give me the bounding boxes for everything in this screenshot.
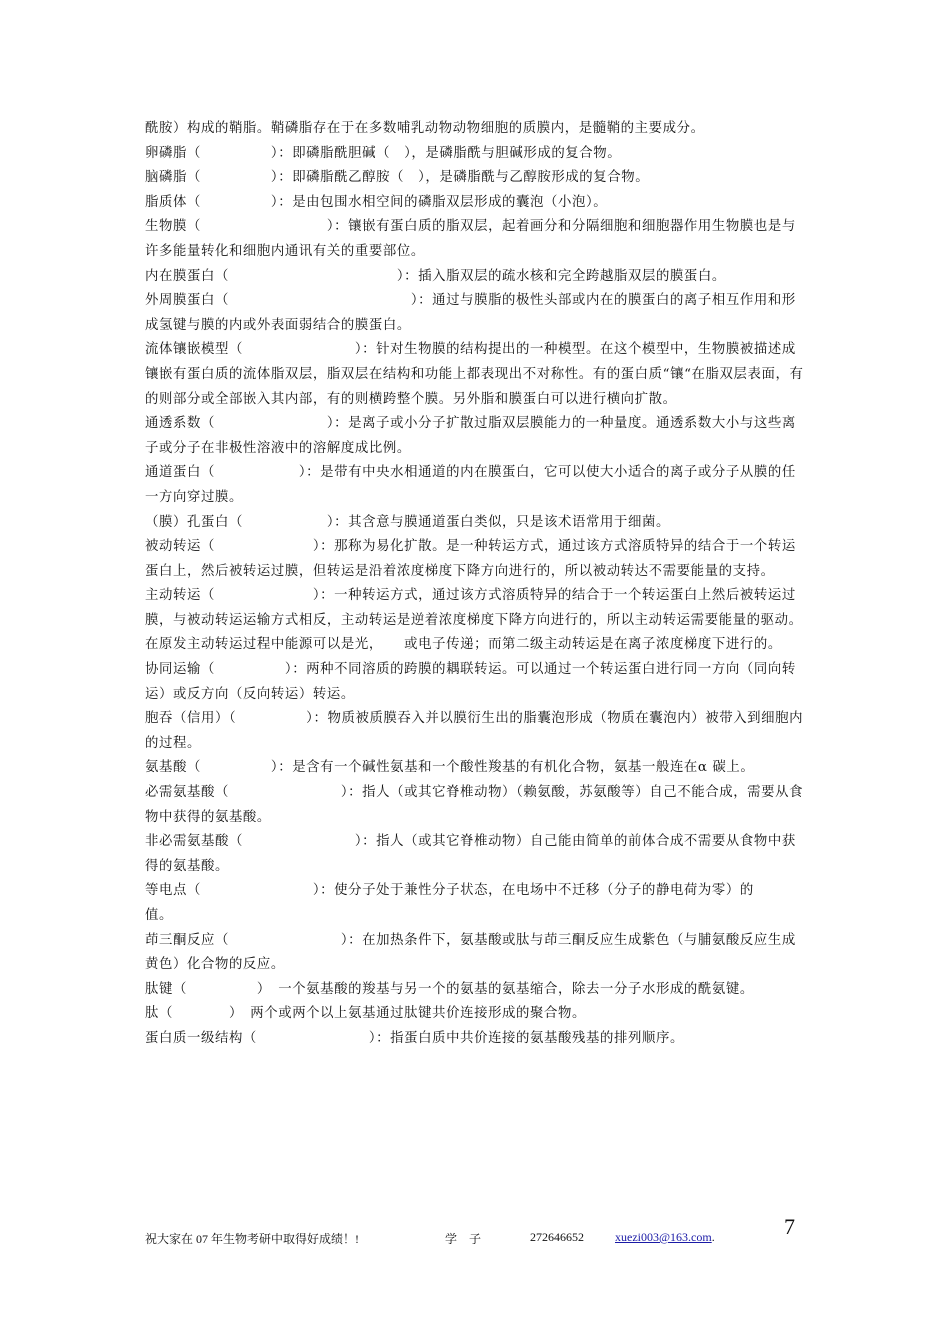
email-link[interactable]: xuezi003@163.com [615, 1230, 712, 1244]
term-peptide-bond: 肽键（ ） 一个氨基酸的羧基与另一个的氨基的氨基缩合，除去一分子水形成的酰氨键。 [145, 981, 754, 997]
term-cotransport: 协同运输（ ）：两种不同溶质的跨膜的耦联转运。可以通过一个转运蛋白进行同一方向（同向转运）或反方向（反向转运）转运。 [145, 662, 796, 702]
page-number: 7 [784, 1214, 795, 1239]
footer-email-wrap [615, 1230, 715, 1245]
term-amino-acid: 氨基酸（ ）：是含有一个碱性氨基和一个酸性羧基的有机化合物，氨基一般连在α 碳上。 [145, 760, 755, 776]
term-permeability: 通透系数（ ）：是离子或小分子扩散过脂双层膜能力的一种量度。通透系数大小与这些离子或分子在非极性溶液中的溶解度成比例。 [145, 416, 796, 456]
term-peripheral-protein: 外周膜蛋白（ ）：通过与膜脂的极性头部或内在的膜蛋白的离子相互作用和形成氢键与膜的内或外表面弱结合的膜蛋白。 [145, 293, 796, 333]
term-integral-protein: 内在膜蛋白（ ）：插入脂双层的疏水核和完全跨越脂双层的膜蛋白。 [145, 268, 726, 284]
document-body [145, 117, 809, 1052]
term-endocytosis: 胞吞（信用）（ ）：物质被质膜吞入并以膜衍生出的脂囊泡形成（物质在囊泡内）被带入到细胞内的过程。 [145, 711, 804, 751]
footer-qq: 272646652 [530, 1230, 584, 1244]
term-passive-transport: 被动转运（ ）：那称为易化扩散。是一种转运方式，通过该方式溶质特异的结合于一个转运蛋白上，然后被转运过膜，但转运是沿着浓度梯度下降方向进行的，所以被动转达不需要能量的支持。 [145, 539, 796, 579]
term-porin: （膜）孔蛋白（ ）：其含意与膜通道蛋白类似，只是该术语常用于细菌。 [145, 514, 670, 530]
term-biomembrane: 生物膜（ ）：镶嵌有蛋白质的脂双层，起着画分和分隔细胞和细胞器作用生物膜也是与许多能量转化和细胞内通讯有关的重要部位。 [145, 219, 796, 259]
term-liposome: 脂质体（ ）：是由包围水相空间的磷脂双层形成的囊泡（小泡）。 [145, 194, 608, 210]
term-primary-structure: 蛋白质一级结构（ ）：指蛋白质中共价连接的氨基酸残基的排列顺序。 [145, 1030, 684, 1046]
term-channel-protein: 通道蛋白（ ）：是带有中央水相通道的内在膜蛋白，它可以使大小适合的离子或分子从膜的任一方向穿过膜。 [145, 465, 796, 505]
footer-email-suffix: . [711, 1230, 715, 1244]
term-fluid-mosaic: 流体镶嵌模型（ ）：针对生物膜的结构提出的一种模型。在这个模型中，生物膜被描述成镶嵌有蛋白质的流体脂双层，脂双层在结构和功能上都表现出不对称性。有的蛋白质“镶“在脂双层表面，有的则部分或全部嵌入其内部，有的则横跨整个膜。另外脂和膜蛋白可以进行横向扩散。 [145, 342, 804, 407]
term-lecithin: 卵磷脂（ ）：即磷脂酰胆碱（ ），是磷脂酰与胆碱形成的复合物。 [145, 145, 622, 161]
term-ninhydrin: 茚三酮反应（ ）：在加热条件下，氨基酸或肽与茚三酮反应生成紫色（与脯氨酸反应生成黄色）化合物的反应。 [145, 932, 796, 973]
term-nonessential-aa: 非必需氨基酸（ ）：指人（或其它脊椎动物）自己能由简单的前体合成不需要从食物中获得的氨基酸。 [145, 834, 796, 874]
footer-author: 学 子 [445, 1232, 482, 1246]
footer-slogan: 祝大家在 07 年生物考研中取得好成绩！! [145, 1232, 359, 1246]
term-active-transport: 主动转运（ ）：一种转运方式，通过该方式溶质特异的结合于一个转运蛋白上然后被转运过膜，与被动转运运输方式相反，主动转运是逆着浓度梯度下降方向进行的，所以主动转运需要能量的驱动。在原发主动转运过程中能源可以是光， 或电子传递；而第二级主动转运是在离子浓度梯度下进行的。 [145, 588, 803, 653]
paragraph: 酰胺）构成的鞘脂。鞘磷脂存在于在多数哺乳动物动物细胞的质膜内，是髓鞘的主要成分。 [145, 121, 705, 136]
term-isoelectric-point: 等电点（ ）：使分子处于兼性分子状态，在电场中不迁移（分子的静电荷为零）的 值。 [145, 883, 782, 923]
term-essential-aa: 必需氨基酸（ ）：指人（或其它脊椎动物）（赖氨酸，苏氨酸等）自己不能合成，需要从食物中获得的氨基酸。 [145, 785, 804, 825]
term-peptide: 肽（ ） 两个或两个以上氨基通过肽键共价连接形成的聚合物。 [145, 1006, 586, 1022]
term-cephalin: 脑磷脂（ ）：即磷脂酰乙醇胺（ ），是磷脂酰与乙醇胺形成的复合物。 [145, 170, 650, 186]
